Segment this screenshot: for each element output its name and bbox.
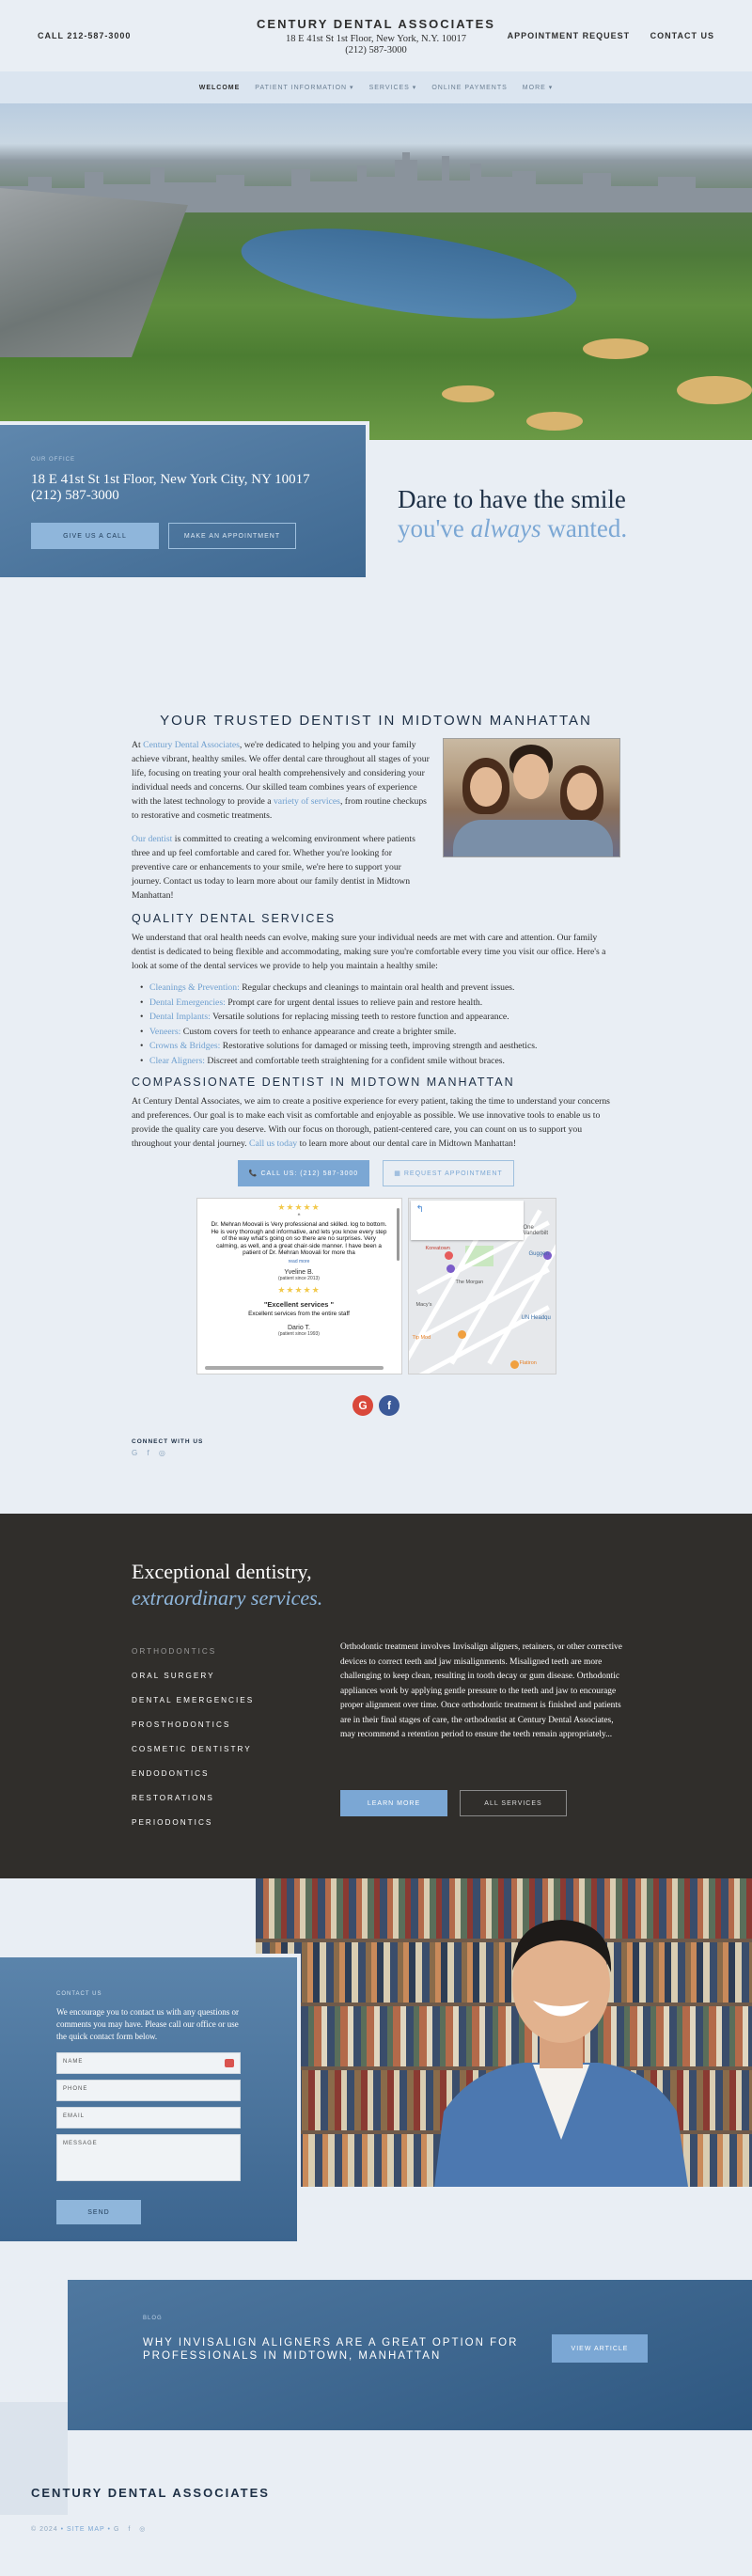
message-field[interactable]: MESSAGE [56,2134,241,2181]
cta-buttons [132,1160,620,1186]
facebook-icon[interactable]: f [379,1395,400,1416]
service-link[interactable]: Crowns & Bridges: [149,1041,221,1051]
family-photo [443,738,620,857]
footer-brand[interactable]: CENTURY DENTAL ASSOCIATES [31,2486,270,2500]
review-platform-links [132,1395,620,1416]
reviewer-since: (patient since 2013) [278,1275,320,1281]
list-item: • Crowns & Bridges: Restorative solutions for damaged or missing teeth, improving strength and aesthetics. [149,1039,620,1054]
hero-image-central-park [0,103,752,440]
nav-welcome[interactable]: WELCOME [198,84,241,91]
header-links [491,31,714,40]
service-link[interactable]: Dental Implants: [149,1012,211,1022]
vertical-scrollbar[interactable] [397,1208,400,1261]
contact-form-card [0,1954,301,2245]
nav-online-payments[interactable]: ONLINE PAYMENTS [431,84,508,91]
review-text: Dr. Mehran Moovali is Very professional and skilled. log to bottom. He is very thorough and informative, and lets you know every step of the way what's going on so there are no surprises. Very calming, as well, and a great chair-side manner. I have been a patient of Dr. Mehran Moovali for more tha [211,1221,387,1257]
brand-name[interactable]: CENTURY DENTAL ASSOCIATES [257,17,495,31]
rating-stars: ★★★★★ [277,1284,321,1295]
call-link[interactable]: CALL 212-587-3000 [38,31,132,40]
tagline-line-1: Dare to have the smile [398,485,626,513]
site-map-link[interactable]: • SITE MAP • [60,2526,111,2533]
reviewer-name: Dario T. [288,1324,310,1331]
nav-services[interactable]: SERVICES ▾ [368,85,417,91]
service-link[interactable]: Veneers: [149,1026,181,1037]
map-label: Koreatown [425,1246,450,1251]
copyright: © 2024 [31,2526,58,2533]
google-icon[interactable]: G [352,1395,373,1416]
dark-buttons [340,1790,567,1816]
list-item: • Veneers: Custom covers for teeth to enhance appearance and create a brighter smile. [149,1025,620,1040]
give-us-a-call-button[interactable]: GIVE US A CALL [31,523,159,549]
service-link[interactable]: Cleanings & Prevention: [149,982,240,993]
office-label: OUR OFFICE [31,457,75,463]
quote-open-icon: ❝ [297,1214,301,1219]
list-item: • Dental Implants: Versatile solutions for replacing missing teeth to restore function and appearance. [149,1010,620,1025]
map-label: Guggen [528,1251,549,1257]
our-dentist-link[interactable]: Our dentist [132,834,173,844]
view-article-button[interactable]: VIEW ARTICLE [552,2334,648,2363]
service-tab-oral-surgery[interactable]: ORAL SURGERY [132,1672,215,1680]
service-tab-cosmetic-dentistry[interactable]: COSMETIC DENTISTRY [132,1745,252,1753]
request-appointment-button[interactable]: ▦ REQUEST APPOINTMENT [383,1160,514,1186]
nav-more[interactable]: MORE ▾ [522,85,554,91]
service-tab-periodontics[interactable]: PERIODONTICS [132,1818,213,1827]
map-directions-icon[interactable]: ↰ [415,1204,424,1215]
main-nav [0,71,752,103]
map-label: One Vanderbilt [523,1225,549,1236]
intro-heading: YOUR TRUSTED DENTIST IN MIDTOWN MANHATTAN [160,713,592,729]
ball-field-graphic [526,412,583,431]
reviewer-name: Yveline B. [284,1268,314,1276]
review-text: Excellent services from the entire staff [248,1310,350,1317]
top-header [0,0,752,71]
map-poi-icon [510,1360,519,1369]
header-phone[interactable]: (212) 587-3000 [345,45,407,55]
intro-block [132,738,620,903]
contact-section [0,1878,752,2281]
intro-paragraph-1: At Century Dental Associates, we're dedicated to helping you and your family achieve vibrant, healthy smiles. We offer dental care throughout all stages of your life, focusing on treating your oral health comprehensively and considering your individual needs and concerns. Our skilled team combines years of experience with the latest technology to provide a variety of services, from routine checkups to restorative and cosmetic treatments. [132,740,430,821]
autofill-icon[interactable] [225,2059,234,2067]
list-item: • Cleanings & Prevention: Regular checkups and cleanings to maintain oral health and prevent issues. [149,981,620,996]
service-tab-dental-emergencies[interactable]: DENTAL EMERGENCIES [132,1696,255,1704]
person-graphic [434,1895,688,2187]
call-us-button[interactable]: 📞 CALL US: (212) 587-3000 [238,1160,369,1186]
list-item: • Clear Aligners: Discreet and comfortable teeth straightening for a confident smile without braces. [149,1054,620,1069]
tagline-line-2: you've always wanted. [398,514,628,542]
intro-paragraph-2: Our dentist is committed to creating a welcoming environment where patients three and up feel comfortable and cared for. Whether you're looking for preventive care or enhancements to your smile, we're here to support your journey. Contact us today to learn more about our family dentist in Midtown Manhattan! [132,834,415,901]
review-quote: "Excellent services " [263,1299,335,1309]
footer-links [31,2525,149,2533]
smiling-man-photo [256,1878,752,2187]
call-us-today-link[interactable]: Call us today [249,1139,298,1149]
variety-of-services-link[interactable]: variety of services [273,796,340,807]
ball-field-graphic [677,376,752,404]
connect-social-icons[interactable]: G f ◎ [132,1449,169,1457]
services-list [149,981,620,1068]
phone-field[interactable]: PHONE [56,2080,241,2101]
widgets-row [132,1198,620,1374]
appointment-request-link[interactable]: APPOINTMENT REQUEST [507,31,631,40]
blog-banner [68,2280,752,2430]
reservoir-graphic [236,212,582,335]
service-tab-restorations[interactable]: RESTORATIONS [132,1794,214,1802]
services-heading: QUALITY DENTAL SERVICES [132,912,337,925]
blog-label: BLOG [143,2316,163,2321]
horizontal-scrollbar[interactable] [205,1366,384,1370]
contact-text: We encourage you to contact us with any questions or comments you may have. Please call our office or use the quick contact form below. [56,2007,239,2041]
practice-link[interactable]: Century Dental Associates [143,740,240,750]
compassion-paragraph: At Century Dental Associates, we aim to create a positive experience for every patient, taking the time to understand your concerns and preferences. Our goal is to make each visit as comfortable and enjoyable as possible. We use innovative tools to enable us to provide the quality care you deserve. With our focus on thorough, patient-centered care, you can count on us to support you throughout your dental journey. Call us today to learn more about our dental care in Midtown Manhattan! [132,1096,610,1149]
header-address: 18 E 41st St 1st Floor, New York, N.Y. 10017 [286,34,466,44]
service-tab-orthodontics[interactable]: ORTHODONTICS [132,1647,217,1656]
map-label: UN Headqu [521,1315,551,1321]
compassion-heading: COMPASSIONATE DENTIST IN MIDTOWN MANHATTAN [132,1076,515,1089]
contact-us-link[interactable]: CONTACT US [650,31,714,40]
learn-more-button[interactable]: LEARN MORE [340,1790,447,1816]
map-label: Tip Mod [412,1335,431,1341]
ball-field-graphic [442,385,494,402]
connect-with-us-label: CONNECT WITH US [132,1438,204,1445]
map-label: Macy's [415,1302,432,1308]
location-map[interactable] [408,1198,556,1374]
name-field[interactable]: NAME [56,2052,241,2074]
dark-heading [132,1559,322,1611]
services-dark-section [0,1514,752,1878]
office-section [0,440,752,713]
read-more-link[interactable]: read more [288,1258,310,1264]
service-link[interactable]: Dental Emergencies: [149,997,226,1008]
services-intro: We understand that oral health needs can evolve, making sure your individual needs are met with care and attention. Our family dentist is dedicated to being flexible and accommodating, making sure you're comfortable every time you visit our office. Here's a look at some of the dental services we provide to help you maintain a healthy smile: [132,933,606,971]
office-phone[interactable]: (212) 587-3000 [31,488,119,503]
services-menu [132,1640,254,1835]
footer-social-icons[interactable]: G f ◎ [113,2526,149,2533]
map-label: Flatiron [519,1360,537,1366]
dark-heading-line-2: extraordinary services. [132,1586,323,1610]
map-poi-icon [458,1330,466,1339]
contact-label: CONTACT US [56,1991,102,1997]
office-address: 18 E 41st St 1st Floor, New York City, NY 10017 [31,472,310,487]
reviews-widget[interactable] [196,1198,402,1374]
map-info-box [411,1201,524,1240]
buildings-left-graphic [0,188,188,357]
dark-heading-line-1: Exceptional dentistry, [132,1560,312,1583]
ball-field-graphic [583,338,649,359]
main-content [0,713,752,1457]
reviewer-since: (patient since 1993) [278,1330,320,1337]
service-tab-prosthodontics[interactable]: PROSTHODONTICS [132,1720,231,1729]
blog-title[interactable]: WHY INVISALIGN ALIGNERS ARE A GREAT OPTION FOR PROFESSIONALS IN MIDTOWN, MANHATTAN [143,2337,519,2362]
nav-patient-information[interactable]: PATIENT INFORMATION ▾ [255,85,354,91]
service-tab-endodontics[interactable]: ENDODONTICS [132,1769,210,1778]
service-description: Orthodontic treatment involves Invisalign aligners, retainers, or other corrective devices to correct teeth and jaw misalignments. Misaligned teeth are more challenging to keep clean, resulting in tooth decay or gum disease. Orthodontic appliances work by applying gentle pressure to the teeth and jaw to encourage proper alignment over time. Once orthodontic treatment is finished and patients are in their final stages of care, the orthodontist at Century Dental Associates, may recommend a retention period to ensure the teeth remain appropriately... [340,1642,622,1739]
location-pin-icon[interactable] [445,1251,453,1260]
office-card [0,421,369,581]
service-link[interactable]: Clear Aligners: [149,1055,205,1066]
all-services-button[interactable]: ALL SERVICES [460,1790,567,1816]
list-item: • Dental Emergencies: Prompt care for urgent dental issues to relieve pain and restore health. [149,996,620,1011]
map-label: The Morgan [455,1280,484,1285]
rating-stars: ★★★★★ [277,1202,321,1212]
make-appointment-button[interactable]: MAKE AN APPOINTMENT [168,523,296,549]
map-poi-icon [446,1264,455,1273]
email-field[interactable]: EMAIL [56,2107,241,2128]
send-button[interactable]: SEND [56,2200,141,2224]
hero-tagline [398,485,627,543]
